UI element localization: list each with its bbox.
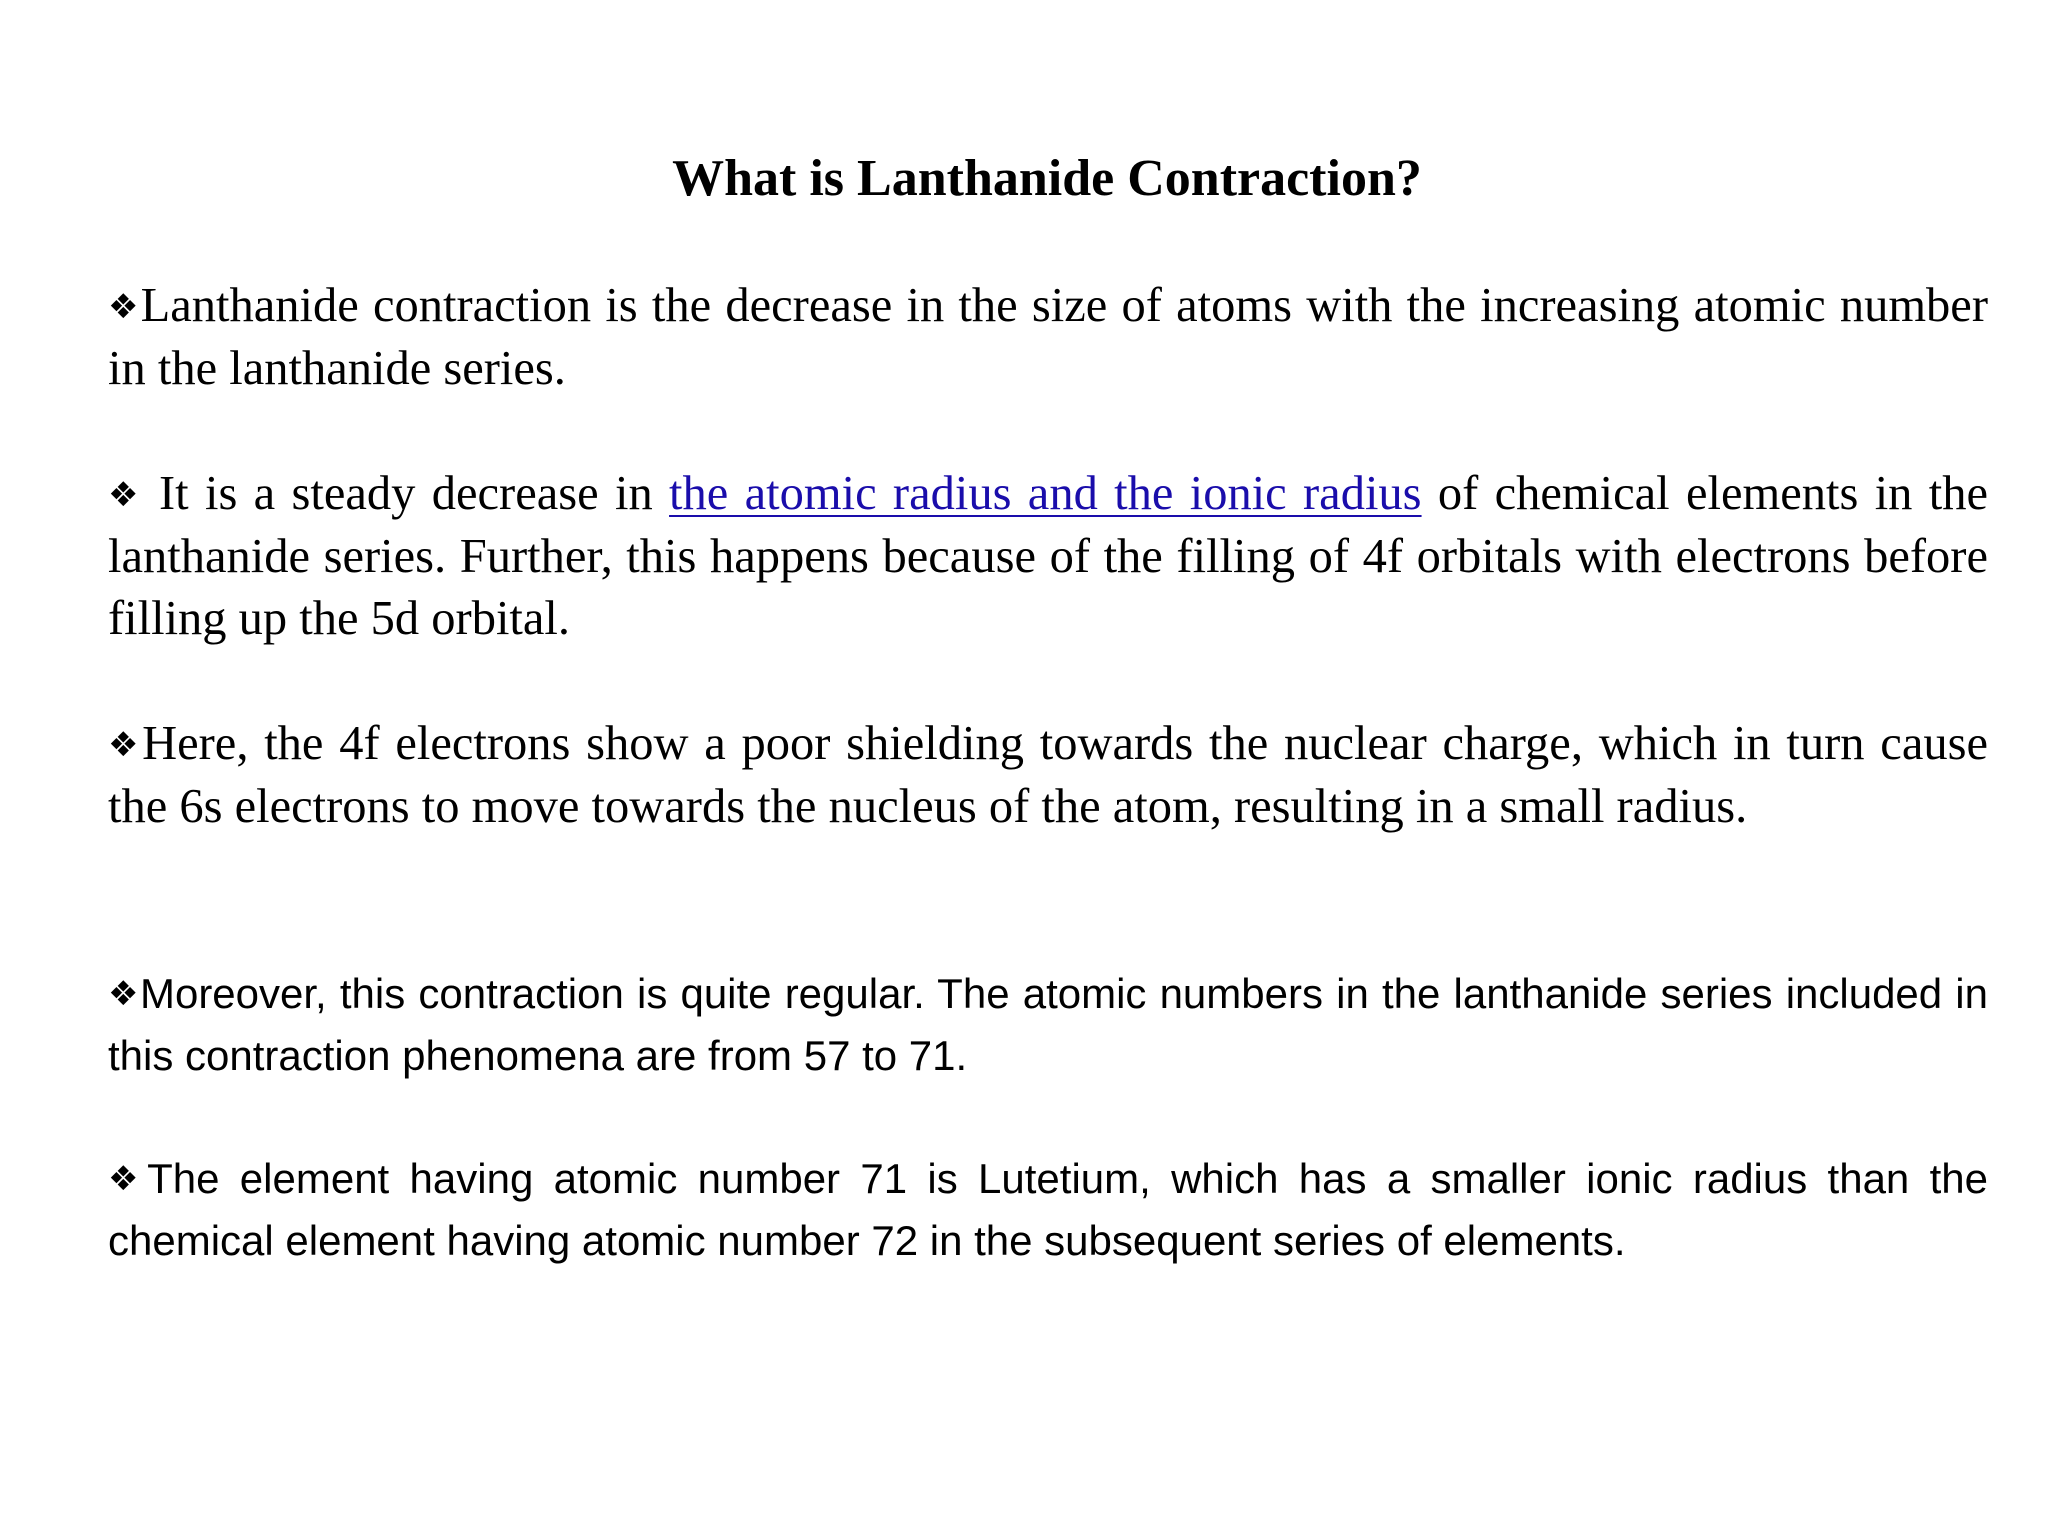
bullet-paragraph-5 — [108, 1148, 1988, 1272]
paragraph-4-text: Moreover, this contraction is quite regular. The atomic numbers in the lanthanide series included in this contraction phenomena are from 57 to 71. — [108, 970, 1988, 1079]
diamond-bullet-icon: ❖ — [108, 974, 140, 1014]
diamond-bullet-icon: ❖ — [108, 1159, 148, 1199]
slide-title: What is Lanthanide Contraction? — [672, 150, 1422, 207]
atomic-ionic-radius-link[interactable]: the atomic radius and the ionic radius — [669, 467, 1422, 520]
diamond-bullet-icon: ❖ — [108, 475, 143, 515]
bullet-paragraph-1 — [108, 275, 1988, 400]
paragraph-2-text-before-link: It is a steady decrease in — [159, 467, 670, 520]
bullet-paragraph-2 — [108, 463, 1988, 650]
paragraph-3-text: Here, the 4f electrons show a poor shielding towards the nuclear charge, which in turn cause the 6s electrons to move towards the nucleus of the atom, resulting in a small radius. — [108, 717, 1988, 833]
paragraph-2-text-after-link: of chemical elements in the lanthanide series. Further, this happens because of the filling of 4f orbitals with electrons before filling up the 5d orbital. — [108, 467, 1988, 645]
diamond-bullet-icon: ❖ — [108, 287, 141, 327]
diamond-bullet-icon: ❖ — [108, 725, 143, 765]
paragraph-1-text: Lanthanide contraction is the decrease in the size of atoms with the increasing atomic number in the lanthanide series. — [108, 279, 1988, 395]
paragraph-5-text: The element having atomic number 71 is Lutetium, which has a smaller ionic radius than the chemical element having atomic number 72 in the subsequent series of elements. — [108, 1155, 1988, 1264]
bullet-paragraph-3 — [108, 713, 1988, 838]
bullet-paragraph-4 — [108, 963, 1988, 1087]
